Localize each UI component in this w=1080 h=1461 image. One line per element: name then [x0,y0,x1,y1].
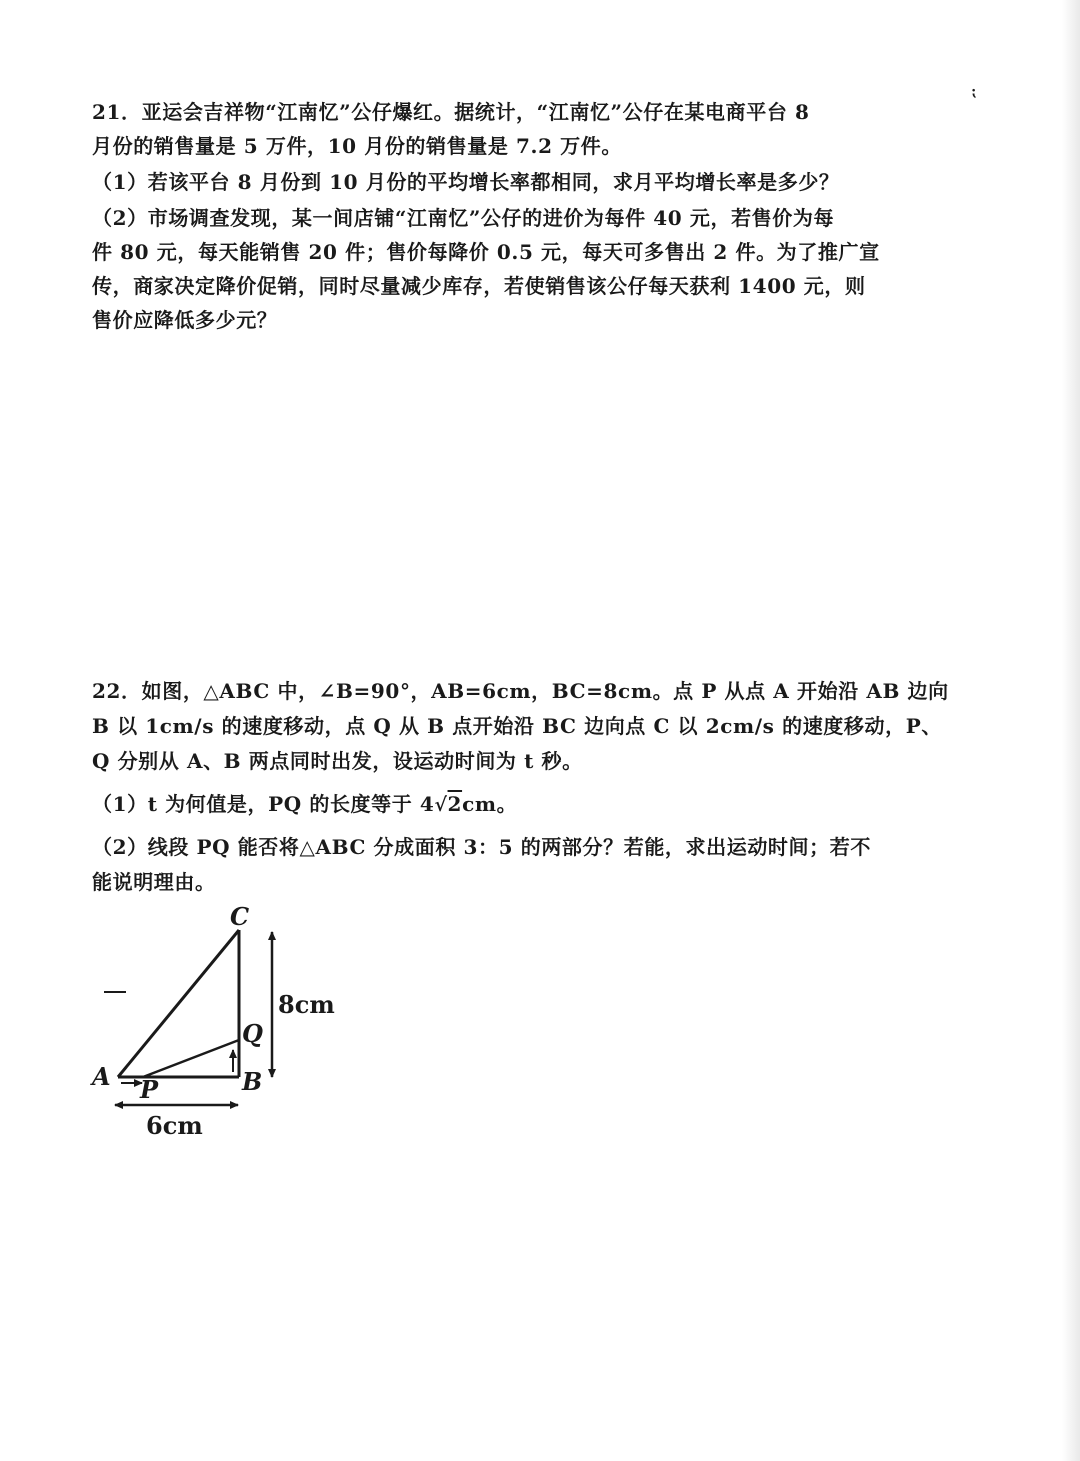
problem-21-line-1: 21．亚运会吉祥物“江南忆”公仔爆红。据统计，“江南忆”公仔在某电商平台 8 [92,100,810,124]
problem-21-line-7: 售价应降低多少元？ [92,308,278,332]
problem-21-line-5: 件 80 元，每天能销售 20 件；售价每降价 0.5 元，每天可多售出 2 件。为了推广宣 [92,240,880,264]
problem-21-line-2: 月份的销售量是 5 万件，10 月份的销售量是 7.2 万件。 [92,134,622,158]
sqrt-radicand: 2 [447,792,463,816]
problem-21-part-1: （1）若该平台 8 月份到 10 月份的平均增长率都相同，求月平均增长率是多少？ [92,170,840,194]
side-ac [118,930,239,1077]
corner-mark: ⁏ [972,84,978,100]
problem-22-line-1: 22．如图，△ABC 中，∠B=90°，AB=6cm，BC=8cm。点 P 从点 A 开始沿 AB 边向 [92,679,949,703]
problem-22-part-2-line-1: （2）线段 PQ 能否将△ABC 分成面积 3：5 的两部分？若能，求出运动时间；若不 [92,835,871,859]
problem-22 [92,674,949,900]
label-p: P [140,1075,159,1104]
problem-22-line-3: Q 分别从 A、B 两点同时出发，设运动时间为 t 秒。 [92,749,583,773]
label-q: Q [242,1019,263,1048]
part-1-prefix: （1）t 为何值是，PQ 的长度等于 [92,792,420,816]
width-label: 6cm [146,1111,203,1140]
sqrt-symbol: √ [434,794,448,816]
four-root-two [420,787,462,823]
label-a: A [92,1062,111,1091]
part-1-suffix: cm。 [462,792,518,816]
problem-21-line-6: 传，商家决定降价促销，同时尽量减少库存，若使销售该公仔每天获利 1400 元，则 [92,274,866,298]
page-edge-shadow [1062,0,1080,1461]
problem-22-part-2-line-2: 能说明理由。 [92,870,216,894]
label-b: B [242,1067,263,1096]
triangle-figure [88,900,348,1150]
problem-22-part-1 [92,787,892,822]
problem-22-line-2: B 以 1cm/s 的速度移动，点 Q 从 B 点开始沿 BC 边向点 C 以 2cm/s 的速度移动，P、 [92,714,942,738]
triangle-diagram [88,900,348,1150]
problem-21-part-2: （2）市场调查发现，某一间店铺“江南忆”公仔的进价为每件 40 元，若售价为每 [92,206,835,230]
height-label: 8cm [278,990,335,1019]
problem-21 [92,95,892,337]
label-c: C [230,902,250,931]
segment-pq [143,1040,239,1077]
sqrt-coefficient: 4 [419,792,435,816]
